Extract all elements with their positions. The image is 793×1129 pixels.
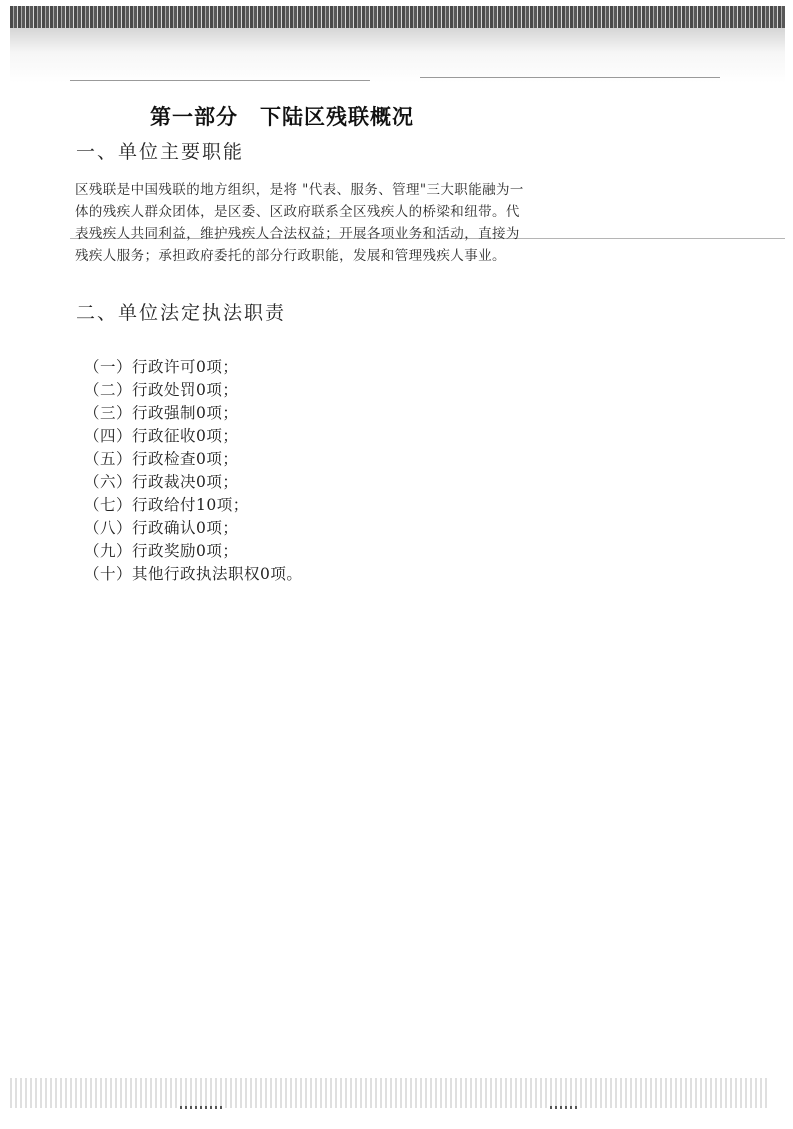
duty-item: （四）行政征收0项； (84, 427, 239, 445)
page-title (150, 101, 414, 131)
page-title-name: 下陆区残联概况 (260, 105, 414, 129)
scan-artifact-bottom-dots (550, 1106, 580, 1109)
duty-item: （一）行政许可0项； (84, 358, 239, 376)
duty-item: （八）行政确认0项； (84, 519, 239, 537)
duty-item: （九）行政奖励0项； (84, 542, 239, 560)
scan-artifact-line (70, 80, 370, 81)
section-heading-enforcement-duties: 二、单位法定执法职责 (76, 302, 287, 324)
scan-artifact-top (10, 6, 785, 28)
section-heading-main-functions: 一、单位主要职能 (76, 141, 245, 163)
page-title-part: 第一部分 (150, 105, 238, 129)
duty-item: （六）行政裁决0项； (84, 473, 239, 491)
duty-item: （三）行政强制0项； (84, 404, 239, 422)
scan-artifact-line (420, 77, 720, 78)
duty-list (84, 356, 302, 586)
duty-item: （五）行政检查0项； (84, 450, 239, 468)
scan-artifact-bottom-dots (180, 1106, 225, 1109)
scan-artifact-bottom (10, 1078, 770, 1108)
duty-item: （十）其他行政执法职权0项。 (84, 565, 303, 583)
main-functions-paragraph: 区残联是中国残联的地方组织，是将 "代表、服务、管理"三大职能融为一体的残疾人群众团体，是区委、区政府联系全区残疾人的桥梁和纽带。代表残疾人共同利益，维护残疾人合法权益；开展各项业务和活动，直接为残疾人服务；承担政府委托的部分行政职能，发展和管理残疾人事业。 (75, 182, 524, 264)
scan-artifact-top-fade (10, 28, 785, 83)
duty-item: （七）行政给付10项； (84, 496, 249, 514)
duty-item: （二）行政处罚0项； (84, 381, 239, 399)
